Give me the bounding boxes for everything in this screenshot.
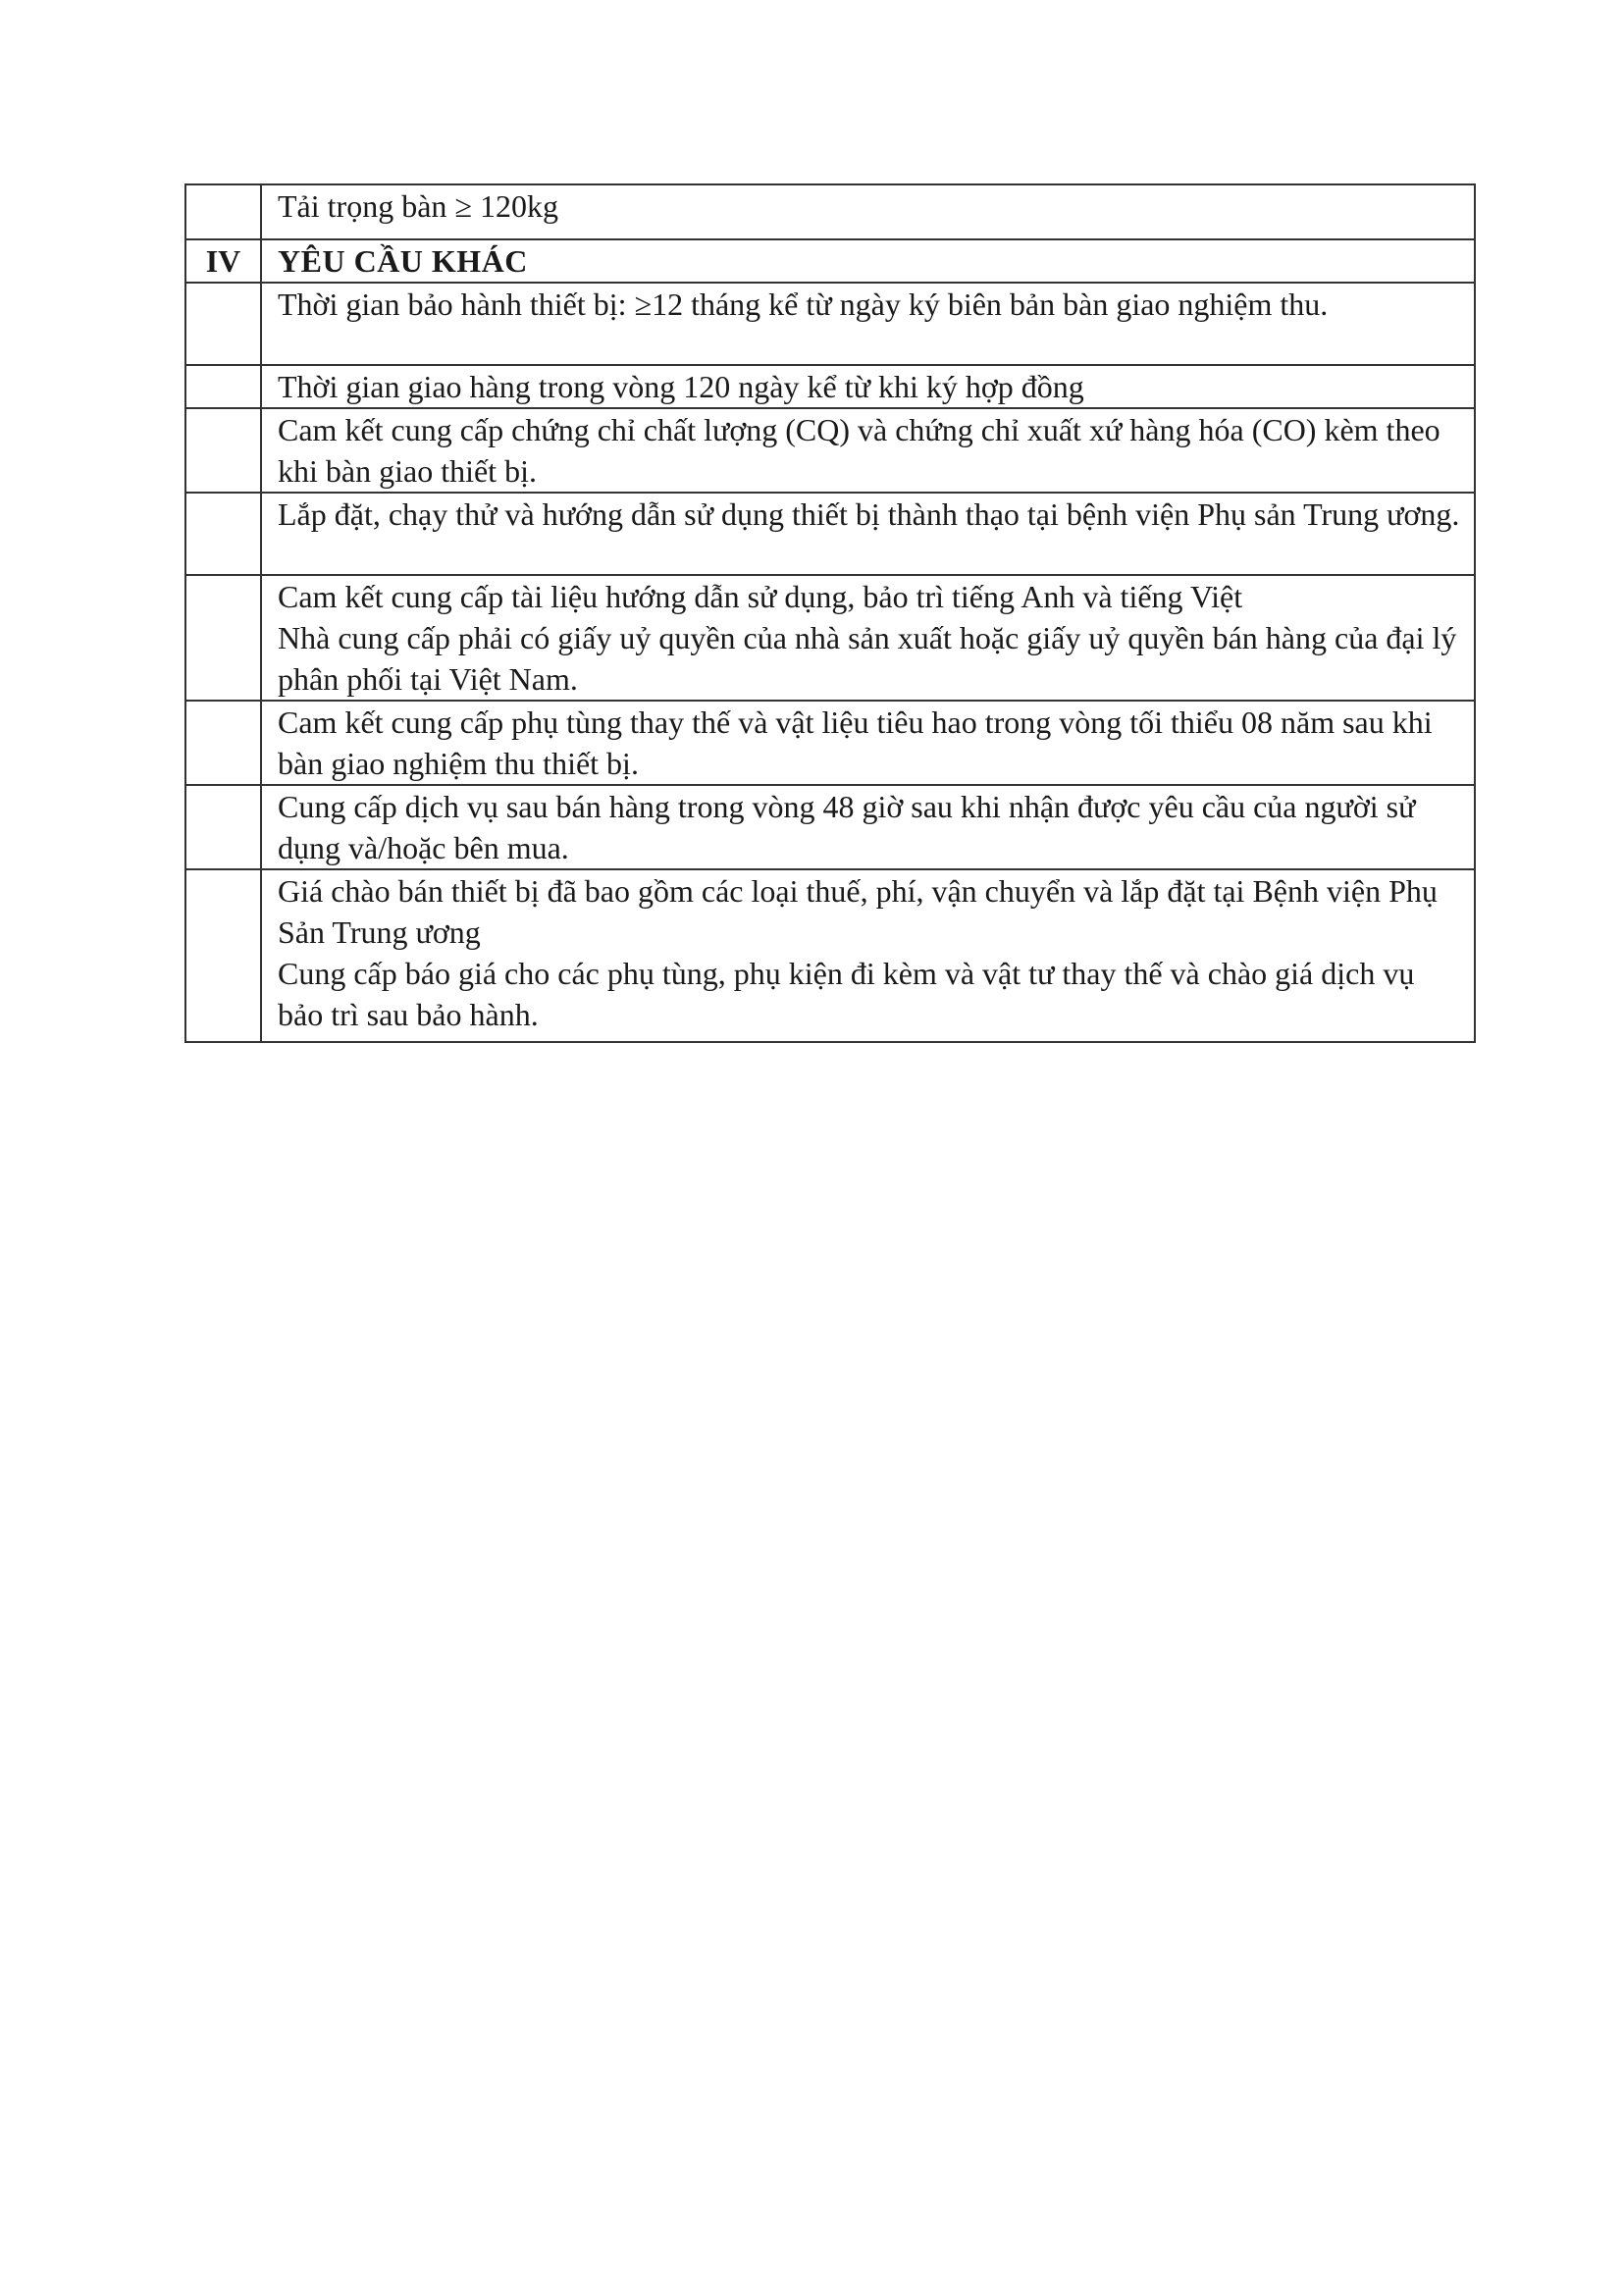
row-number-cell (185, 785, 261, 869)
row-number-cell (185, 283, 261, 365)
table-row (185, 184, 1475, 239)
requirement-text: Cung cấp dịch vụ sau bán hàng trong vòng 48 giờ sau khi nhận được yêu cầu của người sử dụng và/hoặc bên mua. (278, 789, 1416, 865)
table-row (185, 869, 1475, 1042)
section-number: IV (185, 239, 261, 283)
requirement-text: Giá chào bán thiết bị đã bao gồm các loại thuế, phí, vận chuyển và lắp đặt tại Bệnh viện Phụ Sản Trung ương (278, 873, 1438, 950)
requirement-cell (261, 575, 1475, 701)
requirement-cell (261, 184, 1475, 239)
table-row (185, 283, 1475, 365)
row-number-cell (185, 184, 261, 239)
requirement-cell (261, 283, 1475, 365)
row-number-cell (185, 365, 261, 408)
requirement-cell (261, 365, 1475, 408)
requirement-text: Lắp đặt, chạy thử và hướng dẫn sử dụng thiết bị thành thạo tại bệnh viện Phụ sản Trung ương. (278, 496, 1460, 532)
table-row (185, 365, 1475, 408)
section-heading-row (185, 239, 1475, 283)
requirement-cell (261, 785, 1475, 869)
requirement-cell (261, 408, 1475, 493)
requirement-text: Tải trọng bàn ≥ 120kg (278, 188, 558, 224)
row-number-cell (185, 575, 261, 701)
table-row (185, 408, 1475, 493)
table-row (185, 785, 1475, 869)
row-number-cell (185, 408, 261, 493)
requirement-cell (261, 701, 1475, 785)
table-row (185, 575, 1475, 701)
requirement-text: Cung cấp báo giá cho các phụ tùng, phụ kiện đi kèm và vật tư thay thế và chào giá dịch vụ bảo trì sau bảo hành. (278, 956, 1415, 1032)
requirement-cell (261, 493, 1475, 575)
table-row (185, 701, 1475, 785)
requirement-text: Nhà cung cấp phải có giấy uỷ quyền của nhà sản xuất hoặc giấy uỷ quyền bán hàng của đại lý phân phối tại Việt Nam. (278, 620, 1457, 697)
requirements-table (184, 183, 1476, 1043)
requirement-text: Cam kết cung cấp tài liệu hướng dẫn sử dụng, bảo trì tiếng Anh và tiếng Việt (278, 579, 1243, 614)
table-row (185, 493, 1475, 575)
row-number-cell (185, 493, 261, 575)
requirement-cell (261, 869, 1475, 1042)
requirement-text: Thời gian giao hàng trong vòng 120 ngày kể từ khi ký hợp đồng (278, 369, 1084, 404)
requirement-text: Cam kết cung cấp chứng chỉ chất lượng (CQ) và chứng chỉ xuất xứ hàng hóa (CO) kèm theo khi bàn giao thiết bị. (278, 412, 1440, 489)
requirement-text: Thời gian bảo hành thiết bị: ≥12 tháng kể từ ngày ký biên bản bàn giao nghiệm thu. (278, 287, 1329, 322)
requirement-text: Cam kết cung cấp phụ tùng thay thế và vật liệu tiêu hao trong vòng tối thiểu 08 năm sau khi bàn giao nghiệm thu thiết bị. (278, 704, 1433, 781)
row-number-cell (185, 701, 261, 785)
section-heading: YÊU CẦU KHÁC (261, 239, 1475, 283)
row-number-cell (185, 869, 261, 1042)
